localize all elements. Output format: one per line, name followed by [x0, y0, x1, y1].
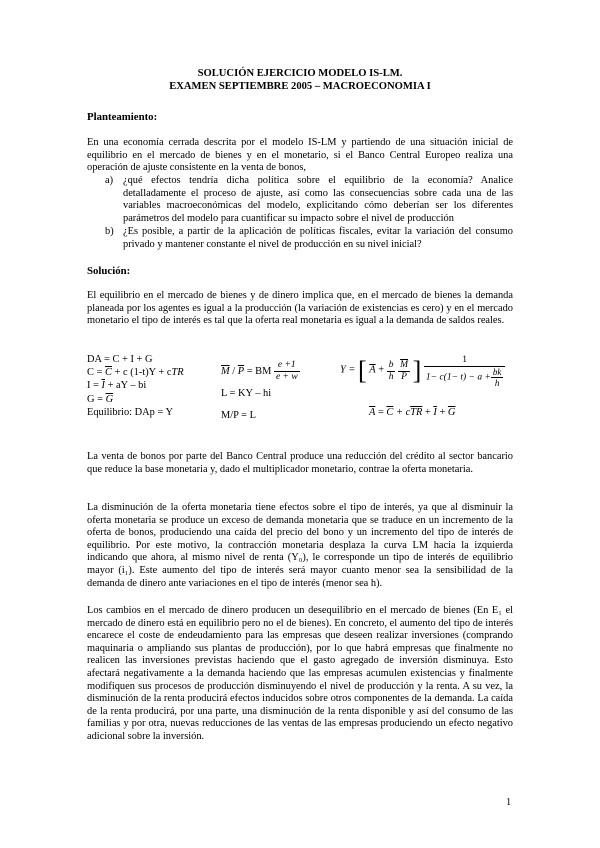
question-a-text: ¿qué efectos tendría dicha política sobre el equilibrio de la economía? Analice detalladamente el proceso de ajuste, así como las consecuencias sobre cada una de las variables macroeconómicas del modelo, explicitando cómo deberían ser los diferentes parámetros del modelo para cuantificar su impacto sobre el nivel de producción — [123, 175, 513, 224]
question-a — [105, 175, 513, 225]
solucion-heading: Solución: — [87, 265, 131, 277]
solucion-paragraph-1: El equilibrio en el mercado de bienes y de dinero implica que, en el mercado de bienes la demanda planeada por los agentes es igual a la producción (la variación de existencias es cero) y en el mercado monetario el tipo de interés es tal que la oferta real monetaria es igual a la demanda de saldos reales. — [87, 290, 513, 327]
planteamiento-heading: Planteamiento: — [87, 111, 158, 123]
solucion-paragraph-3: La disminución de la oferta monetaria tiene efectos sobre el tipo de interés, ya que al disminuir la oferta monetaria se produce un exceso de demanda monetaria que se traduce en un incremento de la oferta de bonos, produciendo una caída del precio del bono y un incremento del tipo de interés de equilibrio. Por este motivo, la contracción monetaria desplaza la curva LM hacia la izquierda indicando que ahora, al mismo nivel de renta (Y₀), le corresponde un tipo de interés de equilibrio mayor (i₁). Este aumento del tipo de interés será mayor cuanto menor sea la sensibilidad de la demanda de dinero ante variaciones en el tipo de interés (menor sea h). — [87, 502, 513, 589]
document-title-line2: EXAMEN SEPTIEMBRE 2005 – MACROECONOMIA I — [169, 81, 431, 92]
equation-autonomous-spending: $\overline{A} = \overline{C} + c\overline{TR} + \overline{I} + \overline{G}$ — [369, 407, 456, 418]
equation-government: $G = \overline{G}$ — [87, 394, 114, 405]
equation-da: DA = C + I + G — [87, 354, 153, 365]
equation-output: Y = [ $\overline{A}$ + $\frac{b}{h}$ $\frac{\overline{M}}{P}$ ] 1 1− c(1− t) − a + $\frac{bk}{h}$ — [340, 354, 505, 388]
equation-investment: $I = \overline{I}$ + aY – bi — [87, 380, 147, 391]
equation-money-equilibrium: M/P = L — [221, 410, 256, 421]
page-number: 1 — [506, 797, 512, 808]
equation-money-demand: L = KY – hi — [221, 388, 272, 399]
question-a-label: a) — [105, 175, 114, 186]
solucion-paragraph-4: Los cambios en el mercado de dinero producen un desequilibrio en el mercado de bienes (En E₁ el mercado de dinero está en equilibrio pero no el de bienes). En concreto, el aumento del tipo de interés encarece el coste de endeudamiento para las empresas que deseen realizar inversiones (comprando maquinaria o ampliando sus plantas de producción), por lo que habrá empresas que finalmente no realicen las inversiones previstas haciendo que el gasto agregado de inversión disminuya. Esto afectará negativamente a la demanda haciendo que las empresas acumulen existencias y finalmente modifiquen sus procesos de producción disminuyendo el nivel de producción y la renta. A su vez, la disminución de la renta producirá efectos inducidos sobre otros componentes de la demanda. La caída de la renta producirá, por una parte, una disminución de la renta disponible y así del consumo de las familias y por otra, nuevas reducciones de las ventas de las empresas produciendo un efecto negativo adicional sobre la inversión. — [87, 605, 513, 742]
question-b-text: ¿Es posible, a partir de la aplicación de políticas fiscales, evitar la variación del consumo privado y mantener constante el nivel de producción en su nivel inicial? — [123, 226, 513, 250]
document-title-line1: SOLUCIÓN EJERCICIO MODELO IS-LM. — [197, 68, 403, 79]
question-b-label: b) — [105, 226, 114, 237]
solucion-paragraph-2: La venta de bonos por parte del Banco Central produce una reducción del crédito al sector bancario que reduce la base monetaria y, dado el multiplicador monetario, contrae la oferta monetaria. — [87, 451, 513, 475]
equation-equilibrium: Equilibrio: DAp = Y — [87, 407, 173, 418]
equation-consumption: $C = \overline{C} + c$ (1-t)Y + cTR — [87, 367, 184, 378]
question-b — [105, 226, 513, 251]
equation-money-supply: $\overline{M} / \overline{P}$ = BM $\frac{e +1}{e + w}$ — [221, 360, 298, 382]
planteamiento-intro: En una economía cerrada descrita por el modelo IS-LM y partiendo de una situación inicial de equilibrio en el mercado de bienes y en el monetario, si el Banco Central Europeo realiza una operación de ajuste consistente en la venta de bonos, — [87, 137, 513, 174]
